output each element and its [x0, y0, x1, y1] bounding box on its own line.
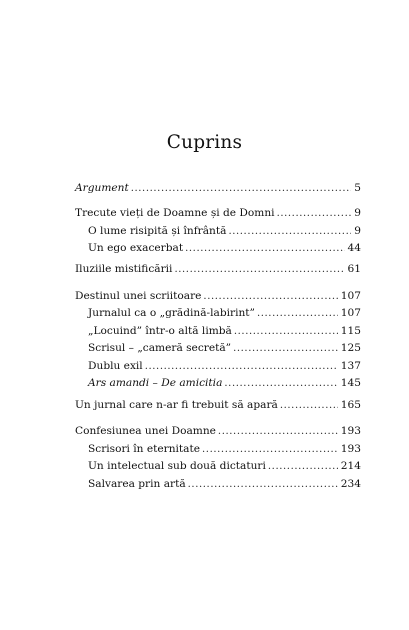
toc-entry-page: 9 [354, 207, 361, 219]
toc-entry-subsection[interactable] [88, 241, 361, 256]
toc-entry-page: 61 [347, 263, 361, 275]
toc-entry-page: 9 [354, 225, 361, 237]
toc-entry-page: 44 [347, 242, 361, 254]
toc-entry-page: 193 [340, 443, 361, 455]
toc-entry-subsection[interactable] [88, 341, 361, 356]
toc-entry-page: 165 [340, 399, 361, 411]
toc-entry-page: 145 [340, 377, 361, 389]
dot-leader [185, 242, 344, 256]
toc-entry-page: 107 [340, 307, 361, 319]
dot-leader [145, 360, 338, 374]
toc-entry-label: Destinul unei scriitoare [75, 290, 202, 302]
toc-entry-label: Scrisul – „cameră secretă” [88, 342, 232, 354]
toc-entry-subsection[interactable] [88, 224, 361, 239]
toc-entry-label: Confesiunea unei Doamne [75, 425, 216, 437]
toc-entry-label: Ars amandi – De amicitia [88, 377, 223, 389]
toc-entry-page: 125 [340, 342, 361, 354]
toc-entry-label: Un jurnal care n-ar fi trebuit să apară [75, 399, 278, 411]
dot-leader [228, 225, 351, 239]
toc-entry-subsection[interactable] [88, 459, 361, 474]
toc-entry-label: „Locuind” într-o altă limbă [88, 325, 232, 337]
dot-leader [234, 325, 338, 339]
dot-leader [277, 207, 352, 221]
dot-leader [202, 443, 338, 457]
toc-entry-label: Salvarea prin artă [88, 478, 186, 490]
toc-entry-label: Dublu exil [88, 360, 143, 372]
toc-entry-argument[interactable] [75, 181, 361, 196]
toc-entry-label: O lume risipită și înfrântă [88, 225, 227, 237]
toc-entry-subsection[interactable] [88, 306, 361, 321]
toc-entry-section[interactable] [75, 262, 361, 277]
toc-entry-page: 5 [354, 182, 361, 194]
dot-leader [233, 342, 338, 356]
toc-entry-page: 193 [340, 425, 361, 437]
toc-entry-page: 214 [340, 460, 361, 472]
toc-entry-subsection[interactable] [88, 324, 361, 339]
toc-entry-section[interactable] [75, 398, 361, 413]
toc-entry-section[interactable] [75, 424, 361, 439]
dot-leader [218, 425, 338, 439]
dot-leader [203, 290, 337, 304]
toc-entry-subsection[interactable] [88, 477, 361, 492]
toc-entry-section[interactable] [75, 206, 361, 221]
toc-entry-subsection[interactable] [88, 442, 361, 457]
dot-leader [280, 399, 338, 413]
toc-entry-label: Jurnalul ca o „grădină-labirint” [88, 307, 255, 319]
toc-entry-label: Un intelectual sub două dictaturi [88, 460, 266, 472]
toc-entry-subsection[interactable] [88, 376, 361, 391]
toc-entry-page: 234 [340, 478, 361, 490]
dot-leader [188, 478, 338, 492]
toc-entry-page: 137 [340, 360, 361, 372]
toc-entry-label: Scrisori în eternitate [88, 443, 201, 455]
toc-entry-label: Un ego exacerbat [88, 242, 184, 254]
dot-leader [174, 263, 344, 277]
page-title: Cuprins [166, 132, 243, 153]
toc-entry-section[interactable] [75, 289, 361, 304]
dot-leader [257, 307, 338, 321]
toc-entry-page: 115 [340, 325, 361, 337]
dot-leader [268, 460, 338, 474]
toc-entry-label: Iluziile mistificării [75, 263, 173, 275]
toc-entry-label: Argument [75, 182, 129, 194]
toc-entry-page: 107 [340, 290, 361, 302]
toc-entry-label: Trecute vieți de Doamne și de Domni [75, 207, 275, 219]
toc-entry-subsection[interactable] [88, 359, 361, 374]
dot-leader [131, 182, 352, 196]
dot-leader [224, 377, 337, 391]
